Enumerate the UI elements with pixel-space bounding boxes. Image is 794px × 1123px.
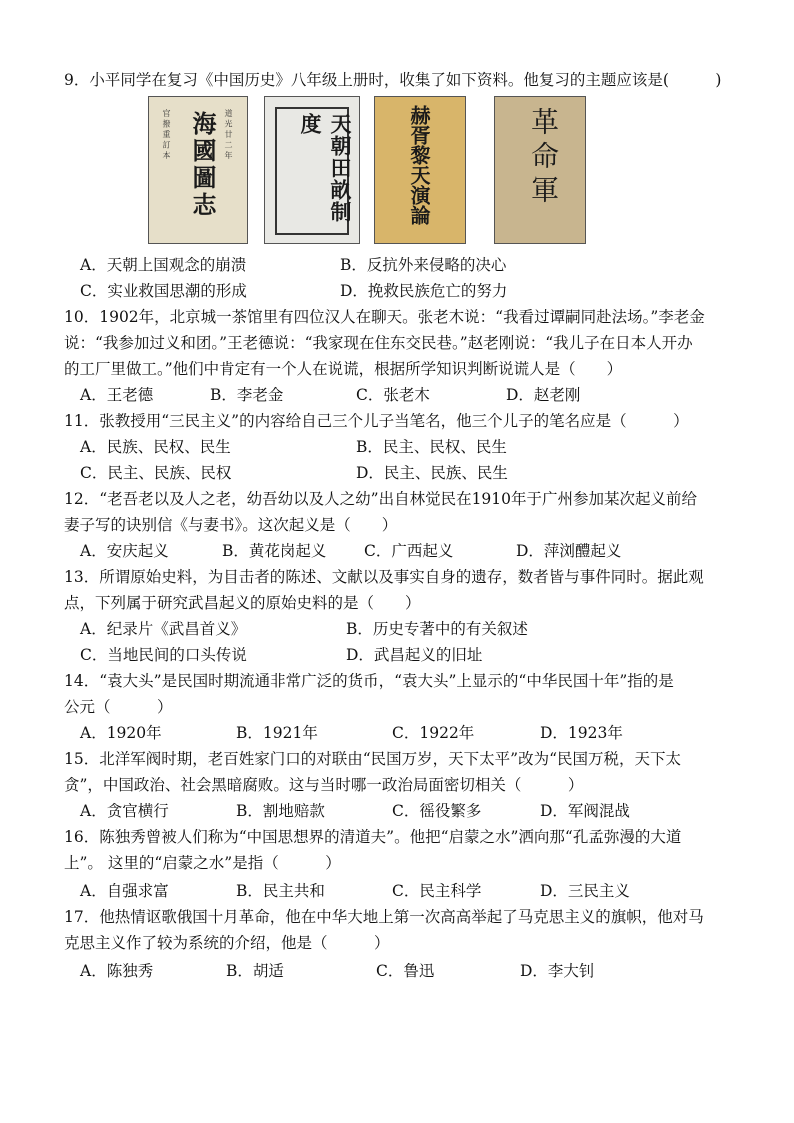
question-17-options (80, 960, 740, 982)
question-16-stem-line-1: 16．陈独秀曾被人们称为“中国思想界的清道夫”。他把“启蒙之水”洒向那“孔孟弥漫的大道 (64, 828, 682, 846)
question-16-options (80, 880, 740, 902)
question-14-option-d[interactable]: D．1923年 (540, 724, 623, 742)
question-11-option-a[interactable]: A．民族、民权、民生 (80, 438, 231, 456)
question-12-option-a[interactable]: A．安庆起义 (80, 542, 169, 560)
question-15-options (80, 800, 740, 822)
question-11-option-c[interactable]: C．民主、民族、民权 (80, 464, 232, 482)
question-13-option-d[interactable]: D．武昌起义的旧址 (346, 646, 483, 664)
question-9-option-c[interactable]: C．实业救国思潮的形成 (80, 282, 247, 300)
question-15-stem-line-2: 贪”，中国政治、社会黑暗腐败。这与当时哪一政治局面密切相关（ ） (64, 776, 584, 794)
haiguo-tuzhi-book-image (148, 96, 248, 244)
question-16-option-a[interactable]: A．自强求富 (80, 882, 169, 900)
question-15-stem-line-1: 15．北洋军阀时期，老百姓家门口的对联由“民国万岁，天下太平”改为“民国万税，天下太 (64, 750, 681, 768)
question-13-options-row-1 (80, 618, 740, 640)
question-14-options (80, 722, 740, 744)
question-10-option-d[interactable]: D．赵老刚 (506, 386, 581, 404)
book-title-2: 天朝田畝制度 (298, 113, 353, 223)
book-title-4: 革命軍 (527, 107, 560, 209)
question-17-option-a[interactable]: A．陈独秀 (80, 962, 154, 980)
question-14-option-b[interactable]: B．1921年 (236, 724, 318, 742)
question-12-stem-line-2: 妻子写的诀别信《与妻书》。这次起义是（ ） (64, 516, 398, 534)
question-15-option-b[interactable]: B．割地赔款 (236, 802, 325, 820)
question-10-stem-line-3: 的工厂里做工。”他们中肯定有一个人在说谎，根据所学知识判断说谎人是（ ） (64, 360, 623, 378)
question-13-option-c[interactable]: C．当地民间的口头传说 (80, 646, 247, 664)
book-1-side-text: 官 撥 重 訂 本 (162, 109, 171, 160)
question-12-option-b[interactable]: B．黄花岗起义 (222, 542, 327, 560)
question-9-option-a[interactable]: A．天朝上国观念的崩溃 (80, 256, 247, 274)
question-17-option-d[interactable]: D．李大钊 (520, 962, 595, 980)
tianchao-tianmu-book-image (264, 96, 360, 244)
question-16-option-b[interactable]: B．民主共和 (236, 882, 325, 900)
question-11-stem: 11．张教授用“三民主义”的内容给自己三个儿子当笔名，他三个儿子的笔名应是（ ） (64, 412, 689, 430)
question-11-options-row-2 (80, 462, 740, 484)
question-9-options-row-1 (80, 254, 740, 276)
question-14-option-c[interactable]: C．1922年 (392, 724, 475, 742)
question-16-stem-line-2: 上”。 这里的“启蒙之水”是指（ ） (64, 854, 341, 872)
question-15-option-d[interactable]: D．军阀混战 (540, 802, 630, 820)
geming-jun-book-image (494, 96, 586, 244)
question-9-option-d[interactable]: D．挽救民族危亡的努力 (340, 282, 508, 300)
question-13-option-a[interactable]: A．纪录片《武昌首义》 (80, 620, 247, 638)
question-12-option-d[interactable]: D．萍浏醴起义 (516, 542, 622, 560)
question-14-stem-line-2: 公元（ ） (64, 698, 173, 716)
question-17-option-b[interactable]: B．胡适 (226, 962, 284, 980)
book-1-side-text-right: 道 光 廿 二 年 (224, 109, 233, 160)
question-12-options (80, 540, 740, 562)
question-12-stem-line-1: 12．“老吾老以及人之老，幼吾幼以及人之幼”出自林觉民在1910年于广州参加某次起义前给 (64, 490, 698, 508)
question-15-option-c[interactable]: C．徭役繁多 (392, 802, 482, 820)
question-13-options-row-2 (80, 644, 740, 666)
question-12-option-c[interactable]: C．广西起义 (364, 542, 454, 560)
question-17-stem-line-1: 17．他热情讴歌俄国十月革命，他在中华大地上第一次高高举起了马克思主义的旗帜，他对马 (64, 908, 704, 926)
question-9-options-row-2 (80, 280, 740, 302)
question-13-stem-line-2: 点，下列属于研究武昌起义的原始史料的是（ ） (64, 594, 421, 612)
question-9-option-b[interactable]: B．反抗外来侵略的决心 (340, 256, 507, 274)
question-10-option-b[interactable]: B．李老金 (210, 386, 284, 404)
question-11-option-b[interactable]: B．民主、民权、民生 (356, 438, 507, 456)
question-10-options (80, 384, 740, 406)
question-11-options-row-1 (80, 436, 740, 458)
question-10-option-c[interactable]: C．张老木 (356, 386, 430, 404)
question-15-option-a[interactable]: A．贪官横行 (80, 802, 169, 820)
book-title-3: 赫胥黎天演論 (407, 105, 431, 225)
question-13-stem-line-1: 13．所谓原始史料，为目击者的陈述、文献以及事实自身的遗存，数者皆与事件同时。据此观 (64, 568, 704, 586)
question-9-stem: 9．小平同学在复习《中国历史》八年级上册时，收集了如下资料。他复习的主题应该是( ) (64, 71, 722, 89)
question-14-option-a[interactable]: A．1920年 (80, 724, 162, 742)
book-title-1: 海國圖志 (188, 111, 217, 219)
question-10-option-a[interactable]: A．王老德 (80, 386, 154, 404)
question-14-stem-line-1: 14．“袁大头”是民国时期流通非常广泛的货币，“袁大头”上显示的“中华民国十年”指的是 (64, 672, 674, 690)
tianyan-lun-book-image (374, 96, 466, 244)
question-17-stem-line-2: 克思主义作了较为系统的介绍，他是（ ） (64, 934, 390, 952)
question-11-option-d[interactable]: D．民主、民族、民生 (356, 464, 508, 482)
book-images (148, 96, 598, 244)
question-16-option-d[interactable]: D．三民主义 (540, 882, 630, 900)
question-10-stem-line-1: 10．1902年，北京城一茶馆里有四位汉人在聊天。张老木说：“我看过谭嗣同赴法场。”李老金 (64, 308, 705, 326)
question-16-option-c[interactable]: C．民主科学 (392, 882, 482, 900)
question-17-option-c[interactable]: C．鲁迅 (376, 962, 435, 980)
question-13-option-b[interactable]: B．历史专著中的有关叙述 (346, 620, 528, 638)
question-10-stem-line-2: 说：“我参加过义和团。”王老德说：“我家现在住东交民巷。”赵老刚说：“我儿子在日本人开办 (64, 334, 693, 352)
